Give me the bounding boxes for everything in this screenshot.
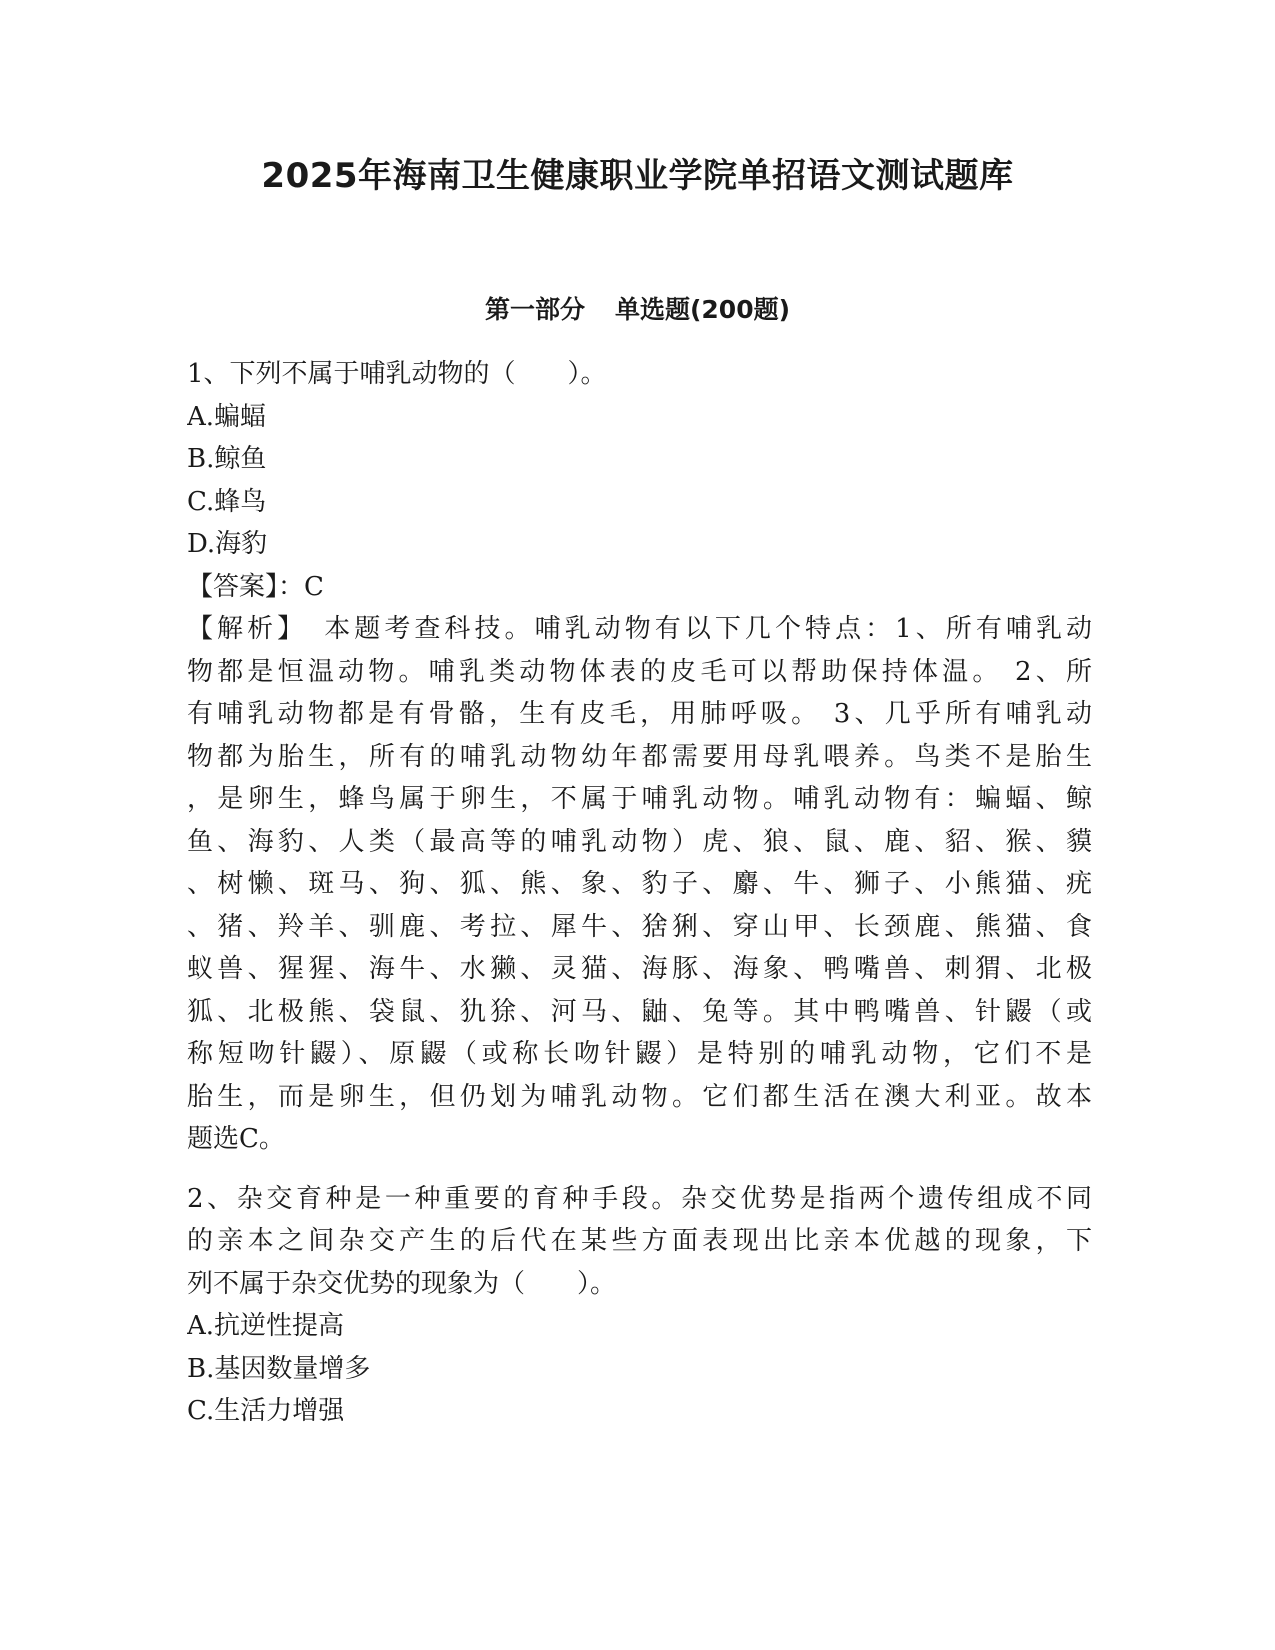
analysis-line: 物都是恒温动物。哺乳类动物体表的皮毛可以帮助保持体温。 2、所 [187,656,1092,687]
section-part: 第一部分 [484,295,585,324]
analysis-line: 、树懒、斑马、狗、狐、熊、象、豹子、麝、牛、狮子、小熊猫、疣 [187,869,1092,899]
analysis-line: 题选C。 [187,1124,285,1154]
analysis-line: 狐、北极熊、袋鼠、犰狳、河马、鼬、兔等。其中鸭嘴兽、针鼹（或 [187,996,1092,1027]
analysis-line: 称短吻针鼹）、原鼹（或称长吻针鼹）是特别的哺乳动物，它们不是 [187,1039,1092,1069]
analysis-line: 物都为胎生，所有的哺乳动物幼年都需要用母乳喂养。鸟类不是胎生 [187,741,1092,772]
analysis-line: 、猪、羚羊、驯鹿、考拉、犀牛、猞猁、穿山甲、长颈鹿、熊猫、食 [187,911,1092,942]
answer-line: 【答案】：C [187,571,324,602]
question-stem: 2、杂交育种是一种重要的育种手段。杂交优势是指两个遗传组成不同 [187,1183,1092,1214]
analysis-line: ，是卵生，蜂鸟属于卵生，不属于哺乳动物。哺乳动物有：蝙蝠、鲸 [187,784,1092,814]
section-name: 单选题(200题) [614,295,791,324]
option-d: D.海豹 [187,529,268,559]
question-list [187,353,1092,1433]
question-stem: 列不属于杂交优势的现象为（ ）。 [187,1268,617,1299]
option-a: A.抗逆性提高 [187,1311,345,1341]
analysis-line: 胎生，而是卵生，但仍划为哺乳动物。它们都生活在澳大利亚。故本 [187,1081,1092,1112]
question-stem: 1、下列不属于哺乳动物的（ ）。 [187,359,607,389]
option-b: B.鲸鱼 [187,444,267,474]
option-c: C.蜂鸟 [187,486,267,517]
option-c: C.生活力增强 [187,1396,345,1426]
question-1 [187,353,1092,1161]
document-title: 2025年海南卫生健康职业学院单招语文测试题库 [261,156,1014,196]
section-heading [0,290,1275,326]
option-a: A.蝙蝠 [187,401,267,432]
option-b: B.基因数量增多 [187,1353,371,1384]
question-stem: 的亲本之间杂交产生的后代在某些方面表现出比亲本优越的现象，下 [187,1226,1092,1256]
question-2 [187,1178,1092,1433]
analysis-line: 【解析】 本题考查科技。哺乳动物有以下几个特点：1、所有哺乳动 [187,614,1092,644]
analysis-line: 有哺乳动物都是有骨骼，生有皮毛，用肺呼吸。 3、几乎所有哺乳动 [187,699,1092,729]
analysis-line: 蚁兽、猩猩、海牛、水獭、灵猫、海豚、海象、鸭嘴兽、刺猬、北极 [187,954,1092,984]
analysis-line: 鱼、海豹、人类（最高等的哺乳动物）虎、狼、鼠、鹿、貂、猴、貘 [187,826,1092,857]
